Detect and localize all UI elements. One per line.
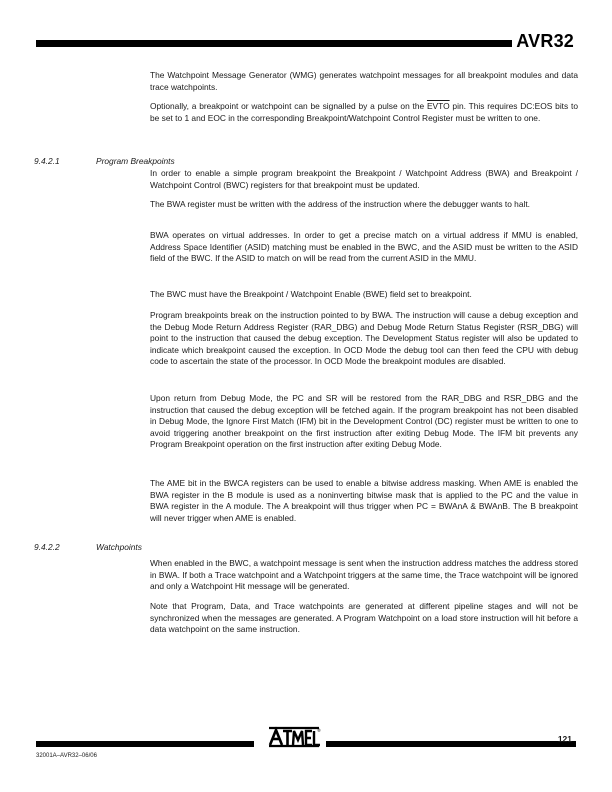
header-title: AVR32 xyxy=(516,31,574,51)
atmel-logo xyxy=(266,724,322,750)
document-code: 32001A–AVR32–06/06 xyxy=(36,753,97,759)
section-title-program-breakpoints: Program Breakpoints xyxy=(96,156,175,166)
program-breakpoints-para-6: Upon return from Debug Mode, the PC and SR will be restored from the RAR_DBG and RSR_DBG and the instruction that caused the debug exception will be fetched again. If the program breakpoint has not been disabled in Debug Mode, the Ignore First Match (IFM) bit in the Development Control (DC) register must be written to one to avoid triggering another breakpoint on the first instruction after exiting Debug Mode. The IFM bit prevents any Program Breakpoint operation on the first instruction after exiting Debug Mode. xyxy=(150,393,578,450)
logo-registered-mark: ® xyxy=(317,728,321,733)
intro-paragraph-1: The Watchpoint Message Generator (WMG) generates watchpoint messages for all breakpoint modules and data trace watchpoints. xyxy=(150,70,578,92)
section-title-watchpoints: Watchpoints xyxy=(96,542,142,552)
evto-pin-name: EVTO xyxy=(426,101,450,111)
footer-rule-right xyxy=(326,741,576,747)
watchpoints-para-1: When enabled in the BWC, a watchpoint message is sent when the instruction address matches the address stored in BWA. If both a Trace watchpoint and a Watchpoint triggers at the same time, the Trace watchpoint will be ignored and only a Watchpoint Hit message will be generated. xyxy=(150,558,578,592)
program-breakpoints-para-5: Program breakpoints break on the instruction pointed to by BWA. The instruction will cause a debug exception and the Debug Mode Return Address Register (RAR_DBG) and Debug Mode Return Status Register (RSR_DBG) will point to the instruction that caused the debug exception. The Development Status register will also be updated to indicate which breakpoint caused the exception. In OCD Mode the debug tool can then feed the CPU with debug code to ascertain the state of the processor. In OCD Mode the breakpoint modules are disabled. xyxy=(150,310,578,367)
program-breakpoints-para-1: In order to enable a simple program breakpoint the Breakpoint / Watchpoint Address (BWA) and Breakpoint / Watchpoint Control (BWC) registers for that breakpoint must be updated. xyxy=(150,168,578,190)
program-breakpoints-para-4: The BWC must have the Breakpoint / Watchpoint Enable (BWE) field set to breakpoint. xyxy=(150,289,472,299)
program-breakpoints-para-3: BWA operates on virtual addresses. In order to get a precise match on a virtual address if MMU is enabled, Address Space Identifier (ASID) matching must be enabled in the BWC, and the ASID must be written to the ASID field of the BWC. If the ASID to match on will be read from the current ASID in the MMU. xyxy=(150,230,578,264)
intro-paragraph-2: Optionally, a breakpoint or watchpoint can be signalled by a pulse on the EVTO pin. This requires DC:EOS bits to be set to 1 and EOC in the corresponding Breakpoint/Watchpoint Control Register must be written to one. xyxy=(150,101,578,123)
program-breakpoints-para-7: The AME bit in the BWCA registers can be used to enable a bitwise address masking. When AME is enabled the BWA register in the B module is used as a noninverting bitwise mask that is applied to the PC and the value in BWA register in the A module. The A breakpoint will thus trigger when PC = BWAnA & BWAnB. The B breakpoint will never trigger when AME is enabled. xyxy=(150,478,578,523)
watchpoints-para-2: Note that Program, Data, and Trace watchpoints are generated at different pipeline stages and will not be synchronized when the messages are generated. A Program Watchpoint on a load store instruction will hit before a data watchpoint on the same instruction. xyxy=(150,601,578,635)
footer-rule-left xyxy=(36,741,254,747)
page-number: 121 xyxy=(557,734,572,744)
section-number-program-breakpoints: 9.4.2.1 xyxy=(34,156,60,166)
program-breakpoints-para-2: The BWA register must be written with the address of the instruction where the debugger wants to halt. xyxy=(150,199,531,209)
section-number-watchpoints: 9.4.2.2 xyxy=(34,542,60,552)
header-rule xyxy=(36,40,512,47)
